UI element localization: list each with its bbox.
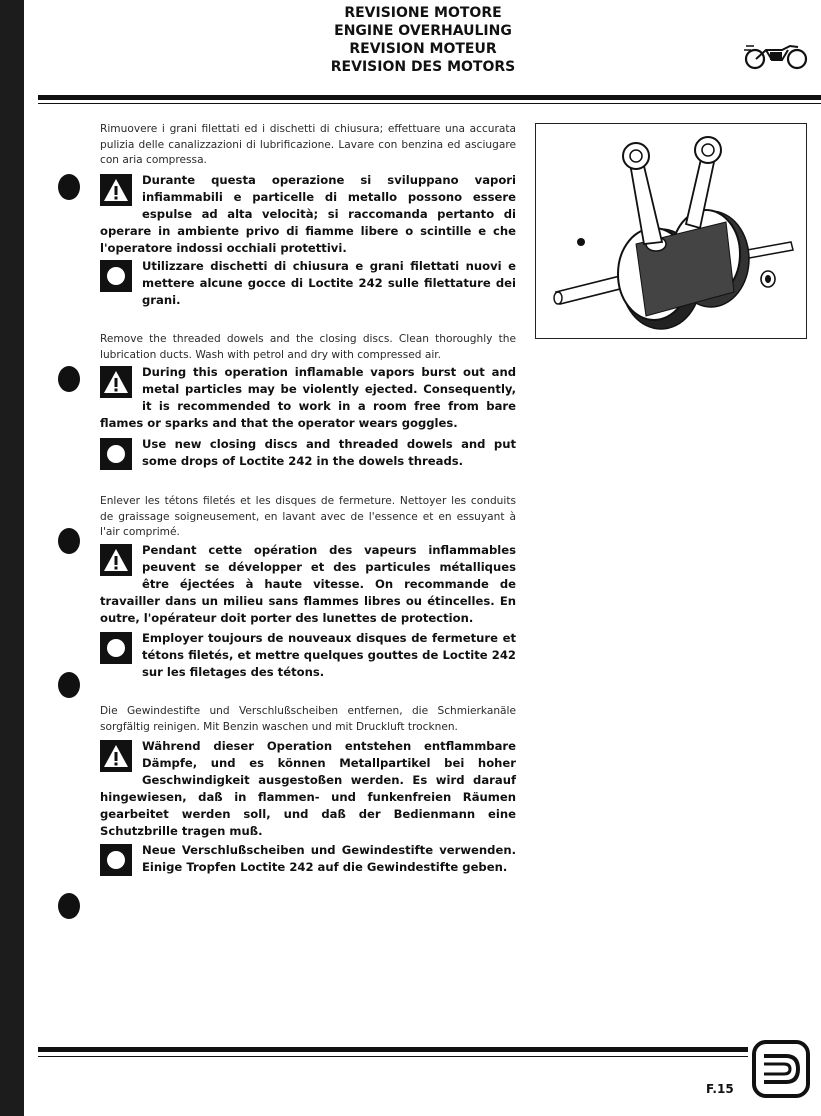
- warning-triangle-icon: [100, 366, 132, 398]
- note-french: [100, 630, 516, 681]
- warning-triangle-icon: [100, 544, 132, 576]
- crankshaft-drawing: [536, 124, 806, 338]
- title-english: ENGINE OVERHAULING: [334, 23, 512, 39]
- crankshaft-illustration: [535, 123, 807, 339]
- title-german: REVISION DES MOTORS: [330, 59, 516, 75]
- header-rule-thin: [38, 103, 821, 104]
- instruction-english: Remove the threaded dowels and the closing discs. Clean thoroughly the lubrication ducts. Wash with petrol and dry with compressed air.: [100, 333, 516, 361]
- header-rule: [38, 95, 821, 100]
- warning-text: Durante questa operazione si sviluppano vapori infiammabili e particelle di metallo possono essere espulse ad alta velocità; si raccomanda pertanto di operare in ambiente privo di fiamme libere o scintille e che l'operatore indossi occhiali protettivi.: [100, 173, 516, 255]
- note-circle-icon: [100, 632, 132, 664]
- footer-rule: [38, 1047, 748, 1052]
- warning-text: Pendant cette opération des vapeurs inflammables peuvent se développer et des particules métalliques être éjectées à haute vitesse. On recommande de travailler dans un milieu sans flammes libres ou étincelles. En outre, l'opérateur doit porter des lunettes de protection.: [100, 543, 516, 625]
- punch-hole: [58, 366, 80, 392]
- punch-hole: [58, 672, 80, 698]
- warning-italian: [100, 172, 516, 257]
- warning-triangle-icon: [100, 174, 132, 206]
- warning-triangle-icon: [100, 740, 132, 772]
- title-italian: REVISIONE MOTORE: [344, 5, 502, 21]
- motorcycle-icon: [742, 38, 810, 70]
- page-header: [300, 4, 546, 76]
- binding-strip: [0, 0, 24, 1116]
- warning-french: [100, 542, 516, 627]
- note-german: [100, 842, 516, 878]
- warning-english: [100, 364, 516, 432]
- title-french: REVISION MOTEUR: [349, 41, 497, 57]
- warning-german: [100, 738, 516, 840]
- warning-text: Während dieser Operation entstehen entflammbare Dämpfe, und es können Metallpartikel bei hoher Geschwindigkeit ausgestoßen werden. Es wird darauf hingewiesen, daß in flammen- und funkenfreien Räumen gearbeitet werden soll, und daß der Bedienmann eine Schutzbrille tragen muß.: [100, 739, 516, 838]
- note-text: Utilizzare dischetti di chiusura e grani filettati nuovi e mettere alcune gocce di Loctite 242 sulle filettature dei grani.: [142, 259, 516, 307]
- instruction-french: Enlever les tétons filetés et les disques de fermeture. Nettoyer les conduits de graissage soigneusement, en lavant avec de l'essence et en essuyant à l'air comprimé.: [100, 495, 516, 538]
- page-number: F.15: [706, 1082, 734, 1096]
- instruction-german: Die Gewindestifte und Verschlußscheiben entfernen, die Schmierkanäle sorgfältig reinigen. Mit Benzin waschen und mit Druckluft trocknen.: [100, 705, 516, 733]
- instruction-italian: Rimuovere i grani filettati ed i dischetti di chiusura; effettuare una accurata pulizia delle canalizzazioni di lubrificazione. Lavare con benzina ed asciugare con aria compressa.: [100, 123, 516, 166]
- punch-hole: [58, 174, 80, 200]
- note-text: Use new closing discs and threaded dowels and put some drops of Loctite 242 in the dowels threads.: [142, 437, 516, 468]
- note-text: Employer toujours de nouveaux disques de fermeture et tétons filetés, et mettre quelques gouttes de Loctite 242 sur les filetages des tétons.: [142, 631, 516, 679]
- warning-text: During this operation inflamable vapors burst out and metal particles may be violently ejected. Consequently, it is recommended to work in a room free from bare flames or sparks and that the operator wears goggles.: [100, 365, 516, 430]
- note-italian: [100, 258, 516, 309]
- footer-rule-thin: [38, 1056, 748, 1057]
- note-english: [100, 436, 516, 472]
- punch-hole: [58, 528, 80, 554]
- punch-hole: [58, 893, 80, 919]
- note-circle-icon: [100, 260, 132, 292]
- brand-logo-icon: [752, 1040, 810, 1098]
- note-circle-icon: [100, 844, 132, 876]
- note-text: Neue Verschlußscheiben und Gewindestifte verwenden. Einige Tropfen Loctite 242 auf die Gewindestifte geben.: [142, 843, 516, 874]
- note-circle-icon: [100, 438, 132, 470]
